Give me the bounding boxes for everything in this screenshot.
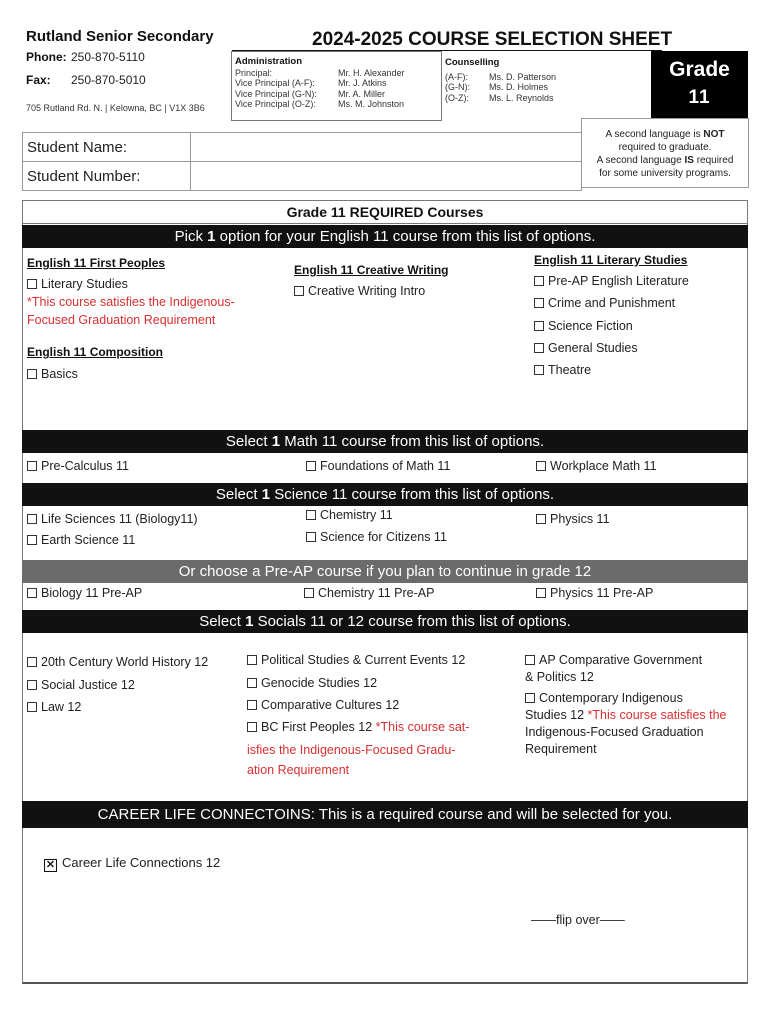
required-heading-text: Grade 11 REQUIRED Courses [286,204,484,220]
option-foundations-math[interactable] [306,459,450,473]
option-label: Comparative Cultures 12 [261,698,400,712]
bar-count: 1 [271,433,281,450]
indigenous-note [27,293,235,329]
contemporary-note [525,724,704,757]
note-text: Focused Graduation Requirement [27,313,216,327]
note-text: Requirement [525,741,597,756]
option-earth-science[interactable] [27,533,135,547]
option-pre-ap-english[interactable] [534,274,689,288]
counsellor-range: (O-Z): [445,92,469,103]
option-literary-studies[interactable] [27,277,128,291]
grade-number: 11 [688,87,711,108]
socials-bar [22,610,748,633]
phone-number: 250-870-5110 [71,50,145,64]
checkbox[interactable] [247,700,257,710]
option-theatre[interactable] [534,363,591,377]
option-chemistry-pre-ap[interactable] [304,586,434,600]
checkbox[interactable] [306,510,316,520]
lang-note-text: A second language is [605,129,704,140]
bar-text: Math 11 course from this list of options. [280,433,545,450]
counsellor-range: (A-F): [445,72,468,82]
option-label: General Studies [548,341,638,355]
option-science-fiction[interactable] [534,319,633,333]
bar-text: Science 11 course from this list of options. [270,486,555,503]
option-label: Studies 12 [525,708,588,722]
admin-name: Ms. M. Johnston [338,98,405,109]
option-label: Science for Citizens 11 [320,530,447,544]
administration-heading: Administration [235,56,303,67]
option-biology-pre-ap[interactable] [27,586,142,600]
option-science-for-citizens[interactable] [306,530,447,544]
second-language-note [581,118,749,188]
checkbox[interactable] [536,514,546,524]
student-number-field[interactable] [191,162,581,190]
contemporary-line2 [525,708,727,722]
bar-text: option for your English 11 course from this list of options. [215,228,596,245]
option-label: Pre-AP English Literature [548,274,689,288]
checkbox[interactable] [247,678,257,688]
counsellor-name: Ms. D. Holmes [489,82,549,93]
phone-label: Phone: [26,50,67,64]
option-label: Physics 11 Pre-AP [550,586,654,600]
student-name-row [23,133,581,162]
checkbox[interactable] [536,461,546,471]
option-social-justice[interactable] [27,678,135,692]
option-label: Chemistry 11 Pre-AP [318,586,435,600]
administration-roles [235,68,317,109]
checkbox[interactable] [27,369,37,379]
option-label: Biology 11 Pre-AP [41,586,143,600]
checkbox[interactable] [534,365,544,375]
checkbox[interactable] [27,535,37,545]
checkbox[interactable] [27,657,37,667]
checkbox[interactable] [27,514,37,524]
option-law[interactable] [27,700,81,714]
fax-label: Fax: [26,73,51,87]
option-label: Genocide Studies 12 [261,676,378,690]
student-number-row [23,162,581,191]
checkbox[interactable] [247,655,257,665]
bar-count: 1 [245,613,254,630]
admin-name: Mr. A. Miller [338,88,386,99]
option-physics[interactable] [536,512,610,526]
counselling-ranges [445,72,470,103]
admin-role: Principal: [235,68,273,78]
option-political-studies[interactable] [247,653,465,667]
option-general-studies[interactable] [534,341,638,355]
checkbox[interactable] [525,693,535,703]
note-text: *This course satisfies the [587,708,727,722]
lang-note-text: required to graduate. [618,142,712,153]
checkbox[interactable] [534,321,544,331]
checkbox[interactable] [534,298,544,308]
option-label: Contemporary Indigenous [539,691,683,705]
lang-note-emphasis: NOT [703,129,725,140]
student-number-label: Student Number: [27,168,141,185]
ap-gov-line2: & Politics 12 [525,670,594,684]
option-label: Chemistry 11 [320,508,393,522]
option-label: Life Sciences 11 (Biology11) [41,512,198,526]
bar-text: Pick [174,228,208,245]
option-label: Literary Studies [41,277,128,291]
note-text: *This course satisfies the Indigenous- [27,295,235,309]
counsellor-range: (G-N): [445,82,470,93]
option-workplace-math[interactable] [536,459,657,473]
option-label: Pre-Calculus 11 [41,459,130,473]
english-composition-heading: English 11 Composition [27,345,164,359]
note-text: isfies the Indigenous-Focused Gradu- [247,743,456,757]
checkbox[interactable] [304,588,314,598]
fax-number: 250-870-5010 [71,73,146,87]
grade-badge [651,51,748,118]
required-courses-heading [22,204,748,220]
option-label: Theatre [548,363,592,377]
checkbox[interactable] [525,655,535,665]
checkbox[interactable] [534,276,544,286]
student-name-field[interactable] [191,133,581,161]
lang-note-text: for some university programs. [599,168,731,179]
option-label: Basics [41,367,78,381]
counsellor-name: Ms. D. Patterson [489,72,557,82]
option-label: Workplace Math 11 [550,459,657,473]
school-address: 705 Rutland Rd. N. | Kelowna, BC | V1X 3B6 [26,103,205,113]
bar-text: Select [215,486,262,503]
option-chemistry[interactable] [306,508,393,522]
lang-note-emphasis: IS [684,155,694,166]
option-bc-first-peoples[interactable] [247,720,469,734]
checkbox[interactable] [27,279,37,289]
math-bar [22,430,748,453]
english-bar [22,225,748,248]
english-first-peoples-heading: English 11 First Peoples [27,256,166,270]
english-literary-studies-heading: English 11 Literary Studies [534,253,688,267]
checkbox[interactable] [247,722,257,732]
bar-count: 1 [261,486,271,503]
checkbox[interactable] [294,286,304,296]
option-label: Career Life Connections 12 [62,855,221,870]
option-genocide-studies[interactable] [247,676,377,690]
option-label: Creative Writing Intro [308,284,426,298]
admin-role: Vice Principal (O-Z): [235,98,316,109]
pre-ap-bar: Or choose a Pre-AP course if you plan to continue in grade 12 [22,560,748,583]
option-label: BC First Peoples 12 [261,720,376,734]
counsellor-name: Ms. L. Reynolds [489,92,554,103]
checkbox[interactable] [27,702,37,712]
lang-note-text: A second language [596,155,685,166]
note-text: Indigenous-Focused Graduation [525,725,704,739]
option-basics[interactable] [27,367,78,381]
student-info-table [22,132,582,191]
checkbox[interactable] [536,588,546,598]
option-label: Social Justice 12 [41,678,135,692]
admin-name: Mr. H. Alexander [338,68,405,78]
admin-role: Vice Principal (A-F): [235,78,315,89]
option-pre-calculus[interactable] [27,459,129,473]
option-career-life-connections[interactable] [44,855,220,872]
option-ap-comparative-government[interactable] [525,653,702,667]
admin-role: Vice Principal (G-N): [235,88,317,99]
option-life-sciences[interactable] [27,512,198,526]
counselling-names [489,72,556,103]
option-crime-and-punishment[interactable] [534,296,675,310]
checkbox[interactable] [306,461,316,471]
checked-box-icon[interactable]: ✕ [45,859,56,871]
option-label: Science Fiction [548,319,633,333]
administration-box [231,51,442,121]
page-title: 2024-2025 COURSE SELECTION SHEET [312,29,673,50]
option-label: Foundations of Math 11 [320,459,451,473]
grade-label: Grade [669,58,730,81]
option-label: Law 12 [41,700,82,714]
bar-count: 1 [207,228,216,245]
option-label: Political Studies & Current Events 12 [261,653,466,667]
option-contemporary-indigenous[interactable] [525,691,683,705]
counselling-heading: Counselling [445,57,500,68]
bar-text: Select [199,613,246,630]
option-label: Physics 11 [550,512,610,526]
bc-first-peoples-note [247,740,455,780]
note-text: *This course sat- [375,720,470,734]
note-text: ation Requirement [247,763,350,777]
career-bar: CAREER LIFE CONNECTOINS: This is a required course and will be selected for you. [22,801,748,828]
checkbox[interactable] [27,680,37,690]
option-world-history[interactable] [27,655,208,669]
admin-name: Mr. J. Atkins [338,78,387,89]
checkbox[interactable] [27,588,37,598]
option-comparative-cultures[interactable] [247,698,399,712]
option-label: Earth Science 11 [41,533,136,547]
english-creative-writing-heading: English 11 Creative Writing [294,263,449,277]
bar-text: Socials 11 or 12 course from this list of options. [253,613,571,630]
school-name: Rutland Senior Secondary [26,28,214,45]
option-label: Crime and Punishment [548,296,676,310]
bar-text: Select [225,433,272,450]
option-creative-writing-intro[interactable] [294,284,425,298]
checkbox[interactable] [534,343,544,353]
option-label: 20th Century World History 12 [41,655,209,669]
counselling-box [442,51,651,117]
option-physics-pre-ap[interactable] [536,586,653,600]
checkbox[interactable] [27,461,37,471]
flip-over-note: ——flip over—— [531,913,625,927]
administration-names [338,68,405,109]
student-name-label: Student Name: [27,139,128,156]
option-label: AP Comparative Government [539,653,703,667]
checkbox[interactable] [306,532,316,542]
lang-note-text: required [693,155,734,166]
science-bar [22,483,748,506]
